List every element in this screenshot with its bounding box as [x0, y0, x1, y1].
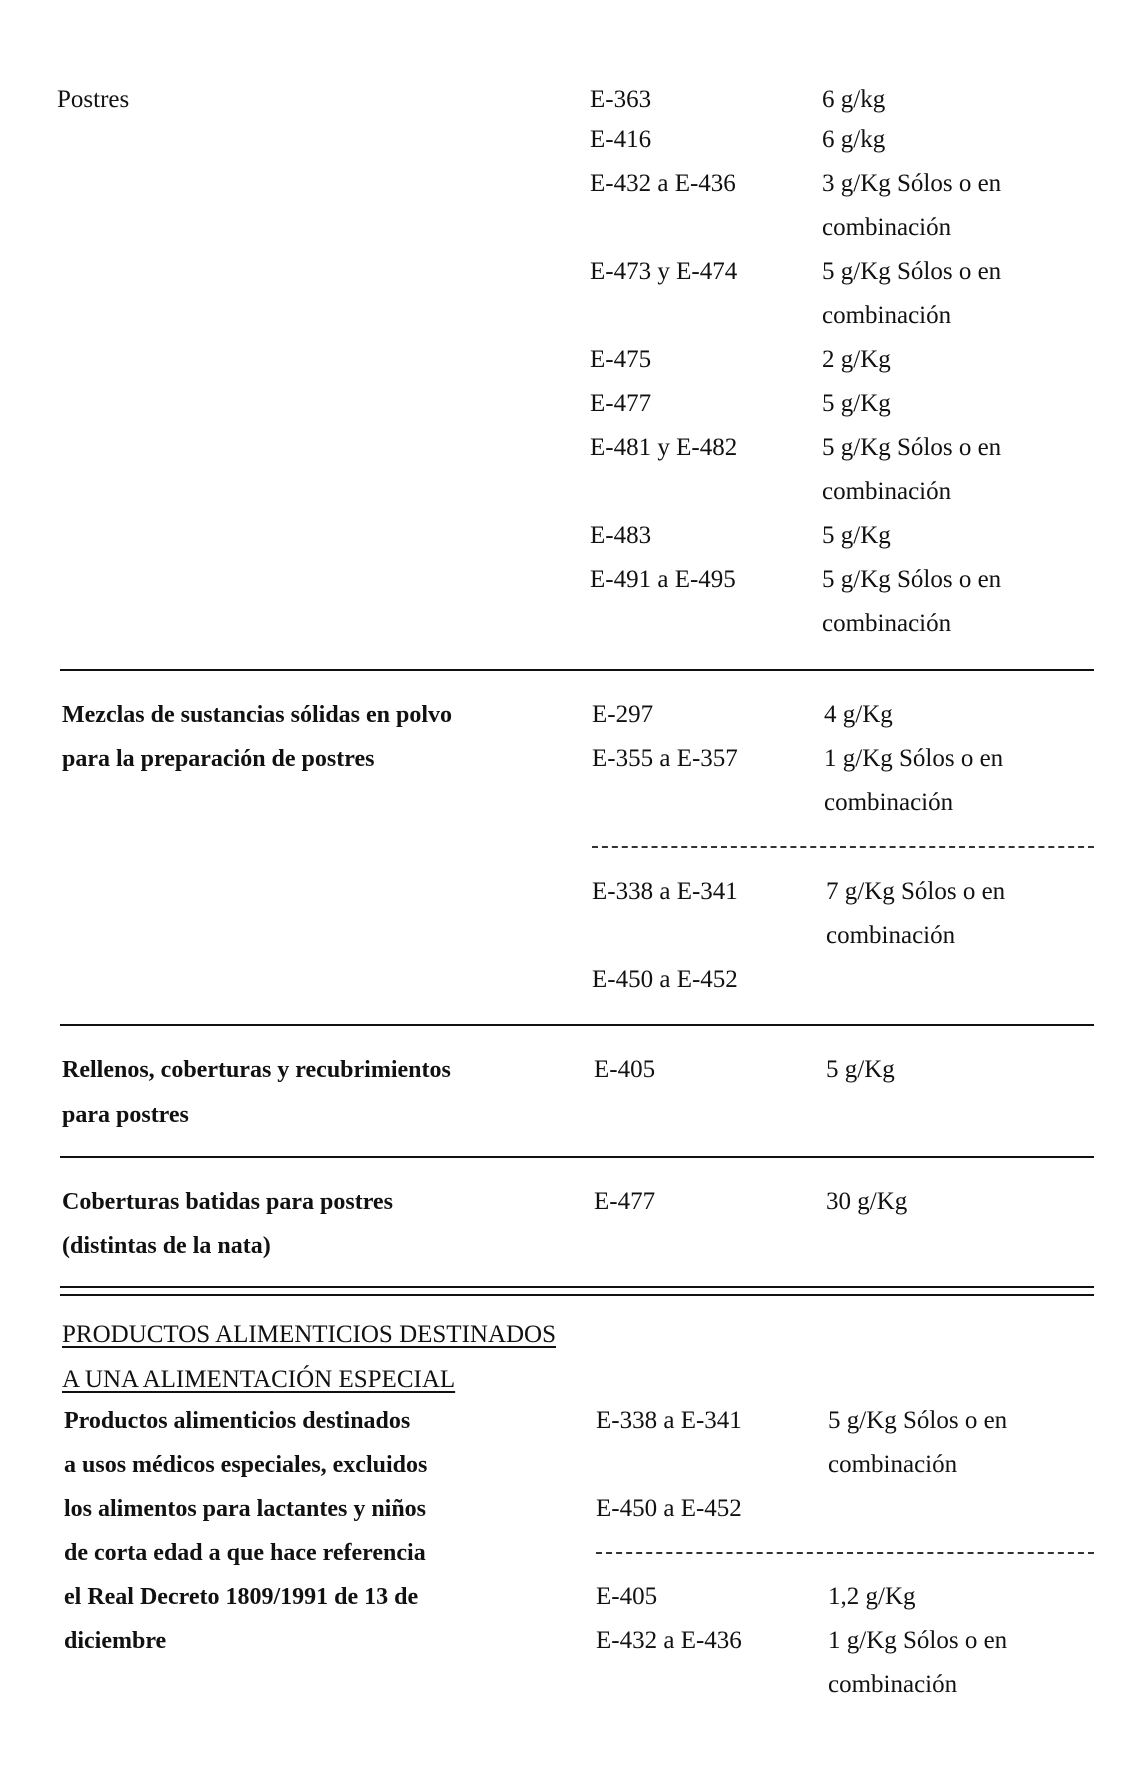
limit-value: 6 g/kg: [822, 126, 886, 153]
limit-value: 1 g/Kg Sólos o en: [824, 745, 1004, 772]
limit-value: 5 g/Kg Sólos o en: [822, 258, 1002, 285]
dashed-divider: [596, 1552, 1094, 1554]
category-line: el Real Decreto 1809/1991 de 13 de: [64, 1584, 419, 1610]
additive-code: E-450 a E-452: [596, 1495, 742, 1522]
limit-value: 5 g/Kg Sólos o en: [822, 434, 1002, 461]
limit-value-cont: combinación: [828, 1671, 958, 1698]
limit-value: 5 g/Kg: [822, 522, 891, 549]
additive-code: E-477: [594, 1188, 656, 1215]
limit-value: 4 g/Kg: [824, 701, 893, 728]
additive-code: E-481 y E-482: [590, 434, 738, 461]
limit-value: 5 g/Kg Sólos o en: [828, 1407, 1008, 1434]
additive-code: E-355 a E-357: [592, 745, 738, 772]
limit-value-cont: combinación: [822, 214, 952, 241]
additive-code: E-416: [590, 126, 652, 153]
row-divider: [60, 1024, 1094, 1026]
limit-value-cont: combinación: [828, 1451, 958, 1478]
additive-code: E-405: [594, 1056, 656, 1083]
category-line: diciembre: [64, 1628, 167, 1654]
limit-value: 30 g/Kg: [826, 1188, 908, 1215]
category-coberturas-line2: (distintas de la nata): [62, 1233, 271, 1259]
limit-value: 5 g/Kg: [826, 1056, 895, 1083]
dashed-divider: [592, 846, 1094, 848]
limit-value-cont: combinación: [826, 922, 956, 949]
category-coberturas-line1: Coberturas batidas para postres: [62, 1189, 393, 1215]
category-rellenos-line2: para postres: [62, 1102, 189, 1128]
limit-value: 1 g/Kg Sólos o en: [828, 1627, 1008, 1654]
section-heading-line1: PRODUCTOS ALIMENTICIOS DESTINADOS: [62, 1321, 557, 1348]
section-double-divider: [60, 1286, 1094, 1296]
limit-value: 5 g/Kg: [822, 390, 891, 417]
limit-value-cont: combinación: [822, 610, 952, 637]
category-line: a usos médicos especiales, excluidos: [64, 1452, 428, 1478]
row-divider: [60, 1156, 1094, 1158]
limit-value: 6 g/kg: [822, 86, 886, 113]
category-postres: Postres: [57, 86, 130, 113]
limit-value-cont: combinación: [824, 789, 954, 816]
additive-code: E-363: [590, 86, 652, 113]
category-line: Productos alimenticios destinados: [64, 1408, 411, 1434]
category-mezclas-line1: Mezclas de sustancias sólidas en polvo: [62, 702, 453, 728]
limit-value: 5 g/Kg Sólos o en: [822, 566, 1002, 593]
category-line: de corta edad a que hace referencia: [64, 1540, 426, 1566]
section-heading-line2: A UNA ALIMENTACIÓN ESPECIAL: [62, 1366, 456, 1393]
category-line: los alimentos para lactantes y niños: [64, 1496, 427, 1522]
additive-code: E-477: [590, 390, 652, 417]
additive-code: E-491 a E-495: [590, 566, 736, 593]
limit-value: 2 g/Kg: [822, 346, 891, 373]
additive-code: E-473 y E-474: [590, 258, 738, 285]
row-divider: [60, 669, 1094, 671]
limit-value: 3 g/Kg Sólos o en: [822, 170, 1002, 197]
additive-code: E-450 a E-452: [592, 966, 738, 993]
category-rellenos-line1: Rellenos, coberturas y recubrimientos: [62, 1057, 451, 1083]
additive-code: E-297: [592, 701, 654, 728]
additive-code: E-432 a E-436: [596, 1627, 742, 1654]
additive-code: E-475: [590, 346, 652, 373]
limit-value: 7 g/Kg Sólos o en: [826, 878, 1006, 905]
additive-code: E-483: [590, 522, 652, 549]
limit-value: 1,2 g/Kg: [828, 1583, 916, 1610]
additive-code: E-405: [596, 1583, 658, 1610]
limit-value-cont: combinación: [822, 478, 952, 505]
category-mezclas-line2: para la preparación de postres: [62, 746, 375, 772]
additive-code: E-432 a E-436: [590, 170, 736, 197]
additive-code: E-338 a E-341: [596, 1407, 742, 1434]
additive-code: E-338 a E-341: [592, 878, 738, 905]
limit-value-cont: combinación: [822, 302, 952, 329]
